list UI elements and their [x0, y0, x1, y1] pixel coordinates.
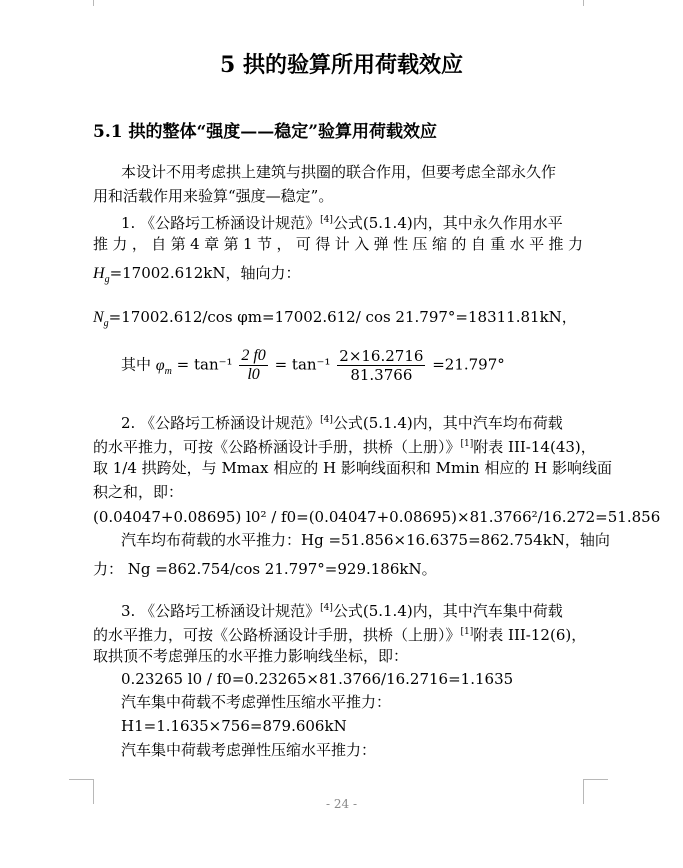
p2-line-2 — [93, 432, 596, 459]
chapter-title: 5 拱的验算所用荷载效应 — [220, 52, 463, 78]
p2-line-1 — [121, 408, 563, 435]
p3-line-1-b: 公式(5.1.4)内，其中汽车集中荷载 — [332, 602, 563, 620]
crop-mark-top-right — [583, 0, 584, 6]
p1-line-2: 推力，自第4章第1节，可得计入弹性压缩的自重水平推力 — [93, 235, 583, 253]
p2-line-2-a: 的水平推力，可按《公路桥涵设计手册，拱桥（上册）》 — [93, 438, 461, 456]
p3-line-3: 取拱顶不考虑弹压的水平推力影响线坐标，即： — [93, 647, 409, 665]
fraction-1-numerator: 2 f0 — [241, 347, 266, 364]
fraction-2-numerator: 2×16.2716 — [339, 347, 424, 365]
p2-line-4: 积之和，即： — [93, 483, 184, 501]
page-number: - 24 - — [325, 797, 357, 811]
p1-phi-mid-2: = tan⁻¹ — [274, 355, 331, 374]
p2-line-1-a: 2. 《公路圬工桥涵设计规范》 — [121, 414, 321, 432]
p1-hg-value: =17002.612kN，轴向力： — [109, 264, 301, 282]
p3-reference-2: [1] — [460, 627, 474, 637]
p3-line-5: 汽车集中荷载考虑弹性压缩水平推力： — [121, 741, 377, 759]
p3-line-2 — [93, 620, 586, 647]
p1-reference: [4] — [320, 215, 333, 225]
symbol-ng: $N_g$ — [93, 309, 109, 330]
fraction-1-denominator: l0 — [247, 366, 260, 383]
p2-equation: (0.04047+0.08695) l0² / f0=(0.04047+0.08695)×81.3766²/16.272=51.856 — [93, 508, 661, 526]
fraction-2f0-l0 — [239, 347, 267, 384]
intro-line-2: 用和活载作用来验算“强度—稳定”。 — [93, 187, 334, 205]
p1-phi-result: =21.797° — [432, 355, 505, 374]
p3-line-2-b: 附表 III-12(6)， — [473, 626, 587, 644]
p3-equation-1: 0.23265 l0 / f0=0.23265×81.3766/16.2716=1.1635 — [121, 670, 514, 688]
p2-reference-2: [1] — [460, 439, 474, 449]
p1-hg-line — [93, 261, 300, 292]
crop-mark-top-left — [93, 0, 94, 6]
p1-line-1 — [121, 208, 563, 235]
p1-phi-equation — [121, 347, 505, 384]
fraction-numeric — [337, 347, 425, 384]
p1-ng-value: =17002.612/cos φm=17002.612/ cos 21.797°=18311.81kN， — [108, 308, 577, 326]
symbol-hg: $H_g$ — [93, 265, 110, 286]
fraction-2-denominator: 81.3766 — [350, 366, 413, 384]
p1-line-1-a: 1. 《公路圬工桥涵设计规范》 — [121, 214, 321, 232]
p3-equation-2: H1=1.1635×756=879.606kN — [121, 717, 347, 735]
p2-reference: [4] — [320, 415, 333, 425]
p1-line-1-b: 公式(5.1.4)内，其中永久作用水平 — [332, 214, 563, 232]
p3-line-1-a: 3. 《公路圬工桥涵设计规范》 — [121, 602, 321, 620]
p2-line-1-b: 公式(5.1.4)内，其中汽车均布荷载 — [332, 414, 563, 432]
p2-line-6: 力： Ng =862.754/cos 21.797°=929.186kN。 — [93, 560, 437, 578]
p3-line-4: 汽车集中荷载不考虑弹性压缩水平推力： — [121, 693, 392, 711]
p1-phi-prefix: 其中 — [121, 355, 152, 374]
p3-reference: [4] — [320, 603, 333, 613]
symbol-phi-m: $\varphi_m$ — [155, 356, 172, 377]
intro-line-1: 本设计不用考虑拱上建筑与拱圈的联合作用，但要考虑全部永久作 — [121, 163, 557, 181]
p3-line-2-a: 的水平推力，可按《公路桥涵设计手册，拱桥（上册）》 — [93, 626, 461, 644]
p2-line-3: 取 1/4 拱跨处，与 Mmax 相应的 H 影响线面积和 Mmin 相应的 H 影响线面 — [93, 459, 613, 477]
p3-line-1 — [121, 596, 563, 623]
p2-line-2-b: 附表 III-14(43)， — [473, 438, 596, 456]
p1-ng-equation — [93, 305, 577, 336]
section-title: 5.1 拱的整体“强度——稳定”验算用荷载效应 — [93, 122, 438, 142]
p1-phi-mid: = tan⁻¹ — [176, 355, 233, 374]
p2-line-5: 汽车均布荷载的水平推力：Hg =51.856×16.6375=862.754kN，轴向 — [121, 531, 610, 549]
